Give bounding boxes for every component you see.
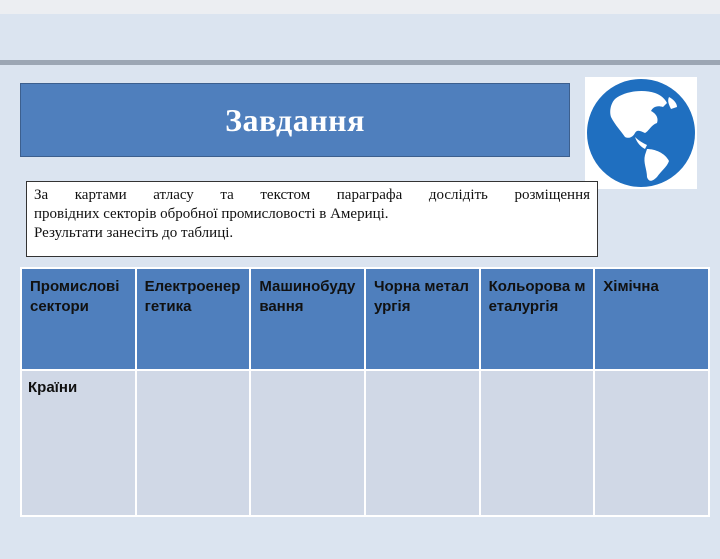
- header-nonferrous-metallurgy: Кольорова металургія: [481, 269, 594, 369]
- sectors-table: [20, 267, 710, 517]
- header-row: [22, 269, 708, 369]
- header-industrial-sectors: Промислові сектори: [22, 269, 135, 369]
- task-line-3: Результати занесіть до таблиці.: [34, 225, 234, 241]
- table-row: [22, 371, 708, 515]
- table-cell: [481, 371, 594, 515]
- task-text: [26, 181, 598, 257]
- title-rule: [0, 60, 720, 65]
- globe-picture: [585, 77, 697, 189]
- slide-title: Завдання: [225, 101, 365, 138]
- table-cell: [595, 371, 708, 515]
- task-line-2: провідних секторів обробної промисловості в Америці.: [34, 206, 389, 222]
- header-chemical: Хімічна: [595, 269, 708, 369]
- row-label-countries: Країни: [22, 371, 135, 515]
- task-line-1: За картами атласу та текстом параграфа дослідіть розміщення: [34, 187, 590, 203]
- globe-americas-icon: [585, 77, 697, 189]
- header-machine-building: Машинобудування: [251, 269, 364, 369]
- table-cell: [137, 371, 250, 515]
- table-cell: [366, 371, 479, 515]
- top-band: [0, 0, 720, 14]
- header-power-engineering: Електроенергетика: [137, 269, 250, 369]
- table-cell: [251, 371, 364, 515]
- header-ferrous-metallurgy: Чорна металургія: [366, 269, 479, 369]
- title-banner: [20, 83, 570, 157]
